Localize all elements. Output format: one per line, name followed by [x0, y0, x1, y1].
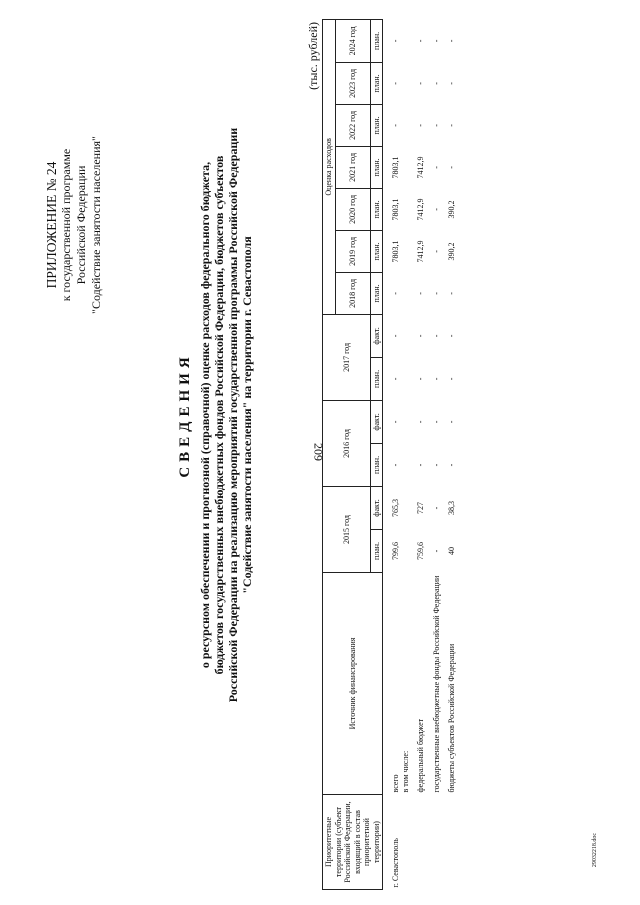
page-number: 209 [311, 443, 326, 461]
value-cell: - [447, 82, 456, 85]
value-cell: - [391, 292, 400, 295]
value-cell: - [431, 334, 441, 338]
value-cell: - [447, 463, 456, 467]
table-row [427, 19, 443, 889]
header-estimate: Оценка расходов [323, 19, 336, 314]
header-year-2017: 2017 год [323, 314, 371, 400]
value-cell: - [447, 166, 456, 169]
header-fact: факт. [370, 400, 383, 443]
value-cell: 759,6 [416, 541, 425, 560]
source-cell [427, 572, 443, 794]
header-year-2024: 2024 год [335, 19, 370, 62]
annex-line: Российской Федерации [74, 165, 88, 285]
heading-line: Российской Федерации на реализацию мероприятий государственной программы Российской Федерации [226, 127, 240, 703]
value-cell: - [431, 463, 441, 467]
value-cell: - [391, 124, 400, 127]
territory-cell [442, 795, 458, 890]
value-cell: - [431, 39, 441, 43]
header-year-2016: 2016 год [323, 400, 371, 486]
value-cell: - [447, 420, 456, 424]
source-label: бюджеты субъектов Российской Федерации [447, 643, 456, 793]
header-fact: факт. [370, 314, 383, 357]
header-territory: Приоритетные территории (субъект Российской Федерации, входящий в состав приоритетной территории) [323, 795, 383, 890]
value-cell: - [431, 124, 441, 127]
source-label: федеральный бюджет [416, 718, 425, 793]
source-cell [411, 572, 427, 794]
value-cell: - [416, 334, 425, 338]
value-cell: - [447, 124, 456, 127]
heading-word: СВЕДЕНИЯ [177, 352, 193, 478]
source-sublabel: в том числе: [400, 750, 410, 793]
value-cell: - [391, 39, 400, 43]
value-cell: - [431, 208, 441, 211]
header-year-2019: 2019 год [335, 230, 370, 272]
annex-block [44, 95, 104, 355]
value-cell: - [416, 420, 425, 424]
heading-line: бюджетов государственных внебюджетных фондов Российской Федерации, бюджетов субъектов [212, 155, 226, 675]
value-cell: - [391, 377, 400, 381]
value-cell: - [447, 39, 456, 43]
value-cell: 799,6 [391, 541, 400, 560]
units-label: (тыс. рублей) [306, 22, 320, 90]
header-plan: план. [370, 230, 383, 272]
value-cell: - [431, 250, 441, 253]
value-cell: 390,2 [447, 200, 456, 219]
value-cell: - [447, 377, 456, 381]
header-fact: факт. [370, 486, 383, 529]
source-cell [383, 572, 412, 794]
value-cell: 7412,9 [416, 198, 425, 221]
annex-line: к государственной программе [59, 148, 73, 302]
header-year-2020: 2020 год [335, 188, 370, 230]
header-plan: план. [370, 104, 383, 146]
value-cell: - [416, 124, 425, 127]
value-cell: 7803,1 [391, 198, 400, 221]
value-cell: - [416, 377, 425, 381]
value-cell: 7412,9 [416, 240, 425, 263]
heading-line: "Содействие занятости населения" на территории г. Севастополя [240, 236, 254, 594]
value-cell: - [391, 420, 400, 424]
header-plan: план. [370, 19, 383, 62]
value-cell: 765,3 [391, 498, 400, 517]
value-cell: - [447, 334, 456, 338]
source-cell [442, 572, 458, 794]
value-cell: - [391, 334, 400, 338]
value-cell: 7803,1 [391, 240, 400, 263]
header-plan: план. [370, 146, 383, 188]
heading-line: о ресурсном обеспечении и прогнозной (справочной) оценке расходов федерального бюджета, [198, 161, 212, 669]
header-plan: план. [370, 62, 383, 104]
value-cell: 727 [416, 501, 425, 514]
table-row [442, 19, 458, 889]
value-cell: 40 [447, 546, 456, 555]
header-plan: план. [370, 529, 383, 572]
value-cell: - [416, 82, 425, 85]
value-cell: 7412,9 [416, 156, 425, 179]
footer-filename: 29032218.doc [592, 832, 598, 868]
header-plan: план. [370, 357, 383, 400]
header-year-2021: 2021 год [335, 146, 370, 188]
value-cell: - [391, 82, 400, 85]
value-cell: - [391, 463, 400, 467]
value-cell: 38,3 [447, 500, 456, 515]
territory-cell [411, 795, 427, 890]
value-cell: 7803,1 [391, 156, 400, 179]
annex-line: "Содействие занятости населения" [89, 136, 103, 314]
table-row [411, 19, 427, 889]
value-cell: - [447, 292, 456, 295]
territory-cell: г. Севастополь [391, 838, 400, 888]
header-year-2022: 2022 год [335, 104, 370, 146]
value-cell: - [431, 549, 441, 553]
annex-title: ПРИЛОЖЕНИЕ № 24 [44, 161, 59, 289]
value-cell: - [431, 420, 441, 424]
value-cell: - [431, 506, 441, 510]
header-plan: план. [370, 272, 383, 314]
source-label: всего [391, 774, 400, 793]
value-cell: - [431, 292, 441, 295]
territory-cell [427, 795, 443, 890]
table-row [383, 19, 412, 889]
value-cell: - [431, 377, 441, 381]
value-cell: 390,2 [447, 242, 456, 261]
value-cell: - [416, 463, 425, 467]
header-source: Источник финансирования [323, 572, 383, 794]
header-year-2018: 2018 год [335, 272, 370, 314]
value-cell: - [431, 82, 441, 85]
value-cell: - [431, 166, 441, 169]
document-heading [178, 75, 254, 755]
value-cell: - [416, 39, 425, 43]
value-cell: - [416, 292, 425, 295]
header-year-2015: 2015 год [323, 486, 371, 572]
header-plan: план. [370, 443, 383, 486]
source-label: государственные внебюджетные фонды Российской Федерации [431, 575, 441, 793]
expenditure-table [322, 19, 458, 890]
header-plan: план. [370, 188, 383, 230]
header-year-2023: 2023 год [335, 62, 370, 104]
